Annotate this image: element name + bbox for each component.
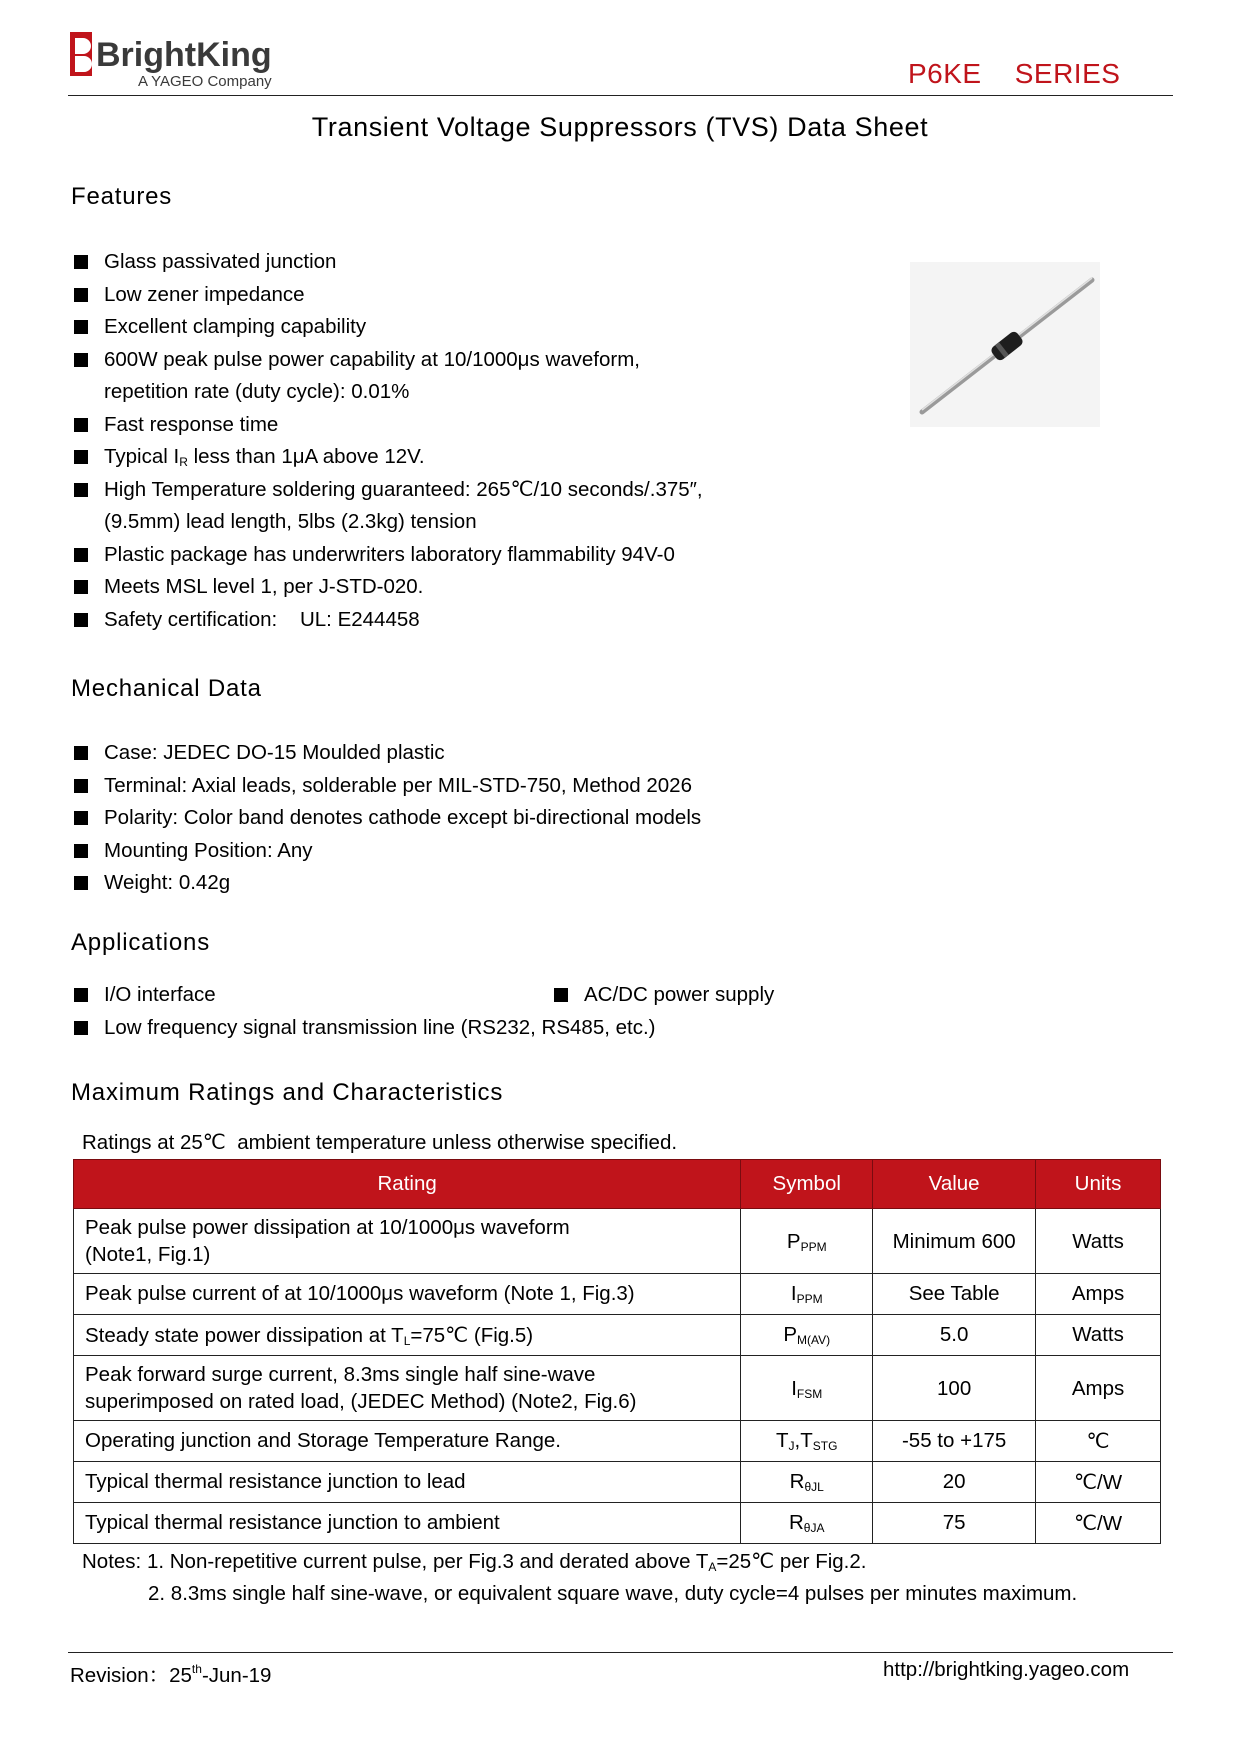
symbol-cell: $I_{FSM}$ [741,1356,873,1421]
rating-cell: Steady state power dissipation at $T_L=75℃$ (Fig.5) [74,1315,741,1356]
symbol-cell: $R_{\theta JA}$ [741,1503,873,1544]
symbol-cell: $T_J,T_{STG}$ [741,1421,873,1462]
units-cell: Watts [1036,1315,1161,1356]
list-item: Polarity: Color band denotes cathode except bi-directional models [74,802,701,835]
bullet-square-icon [74,580,88,594]
features-heading: Features [71,183,173,210]
value-cell: Minimum 600 [873,1209,1036,1274]
brand-tagline: A YAGEO Company [138,73,272,90]
list-item: Mounting Position: Any [74,835,701,868]
note-2: 2. 8.3ms single half sine-wave, or equivalent square wave, duty cycle=4 pulses per minutes maximum. [148,1582,1078,1605]
footer-divider [68,1652,1173,1653]
brightking-logo [70,30,310,92]
revision-date: Revision：25th-Jun-19 [70,1662,272,1687]
bullet-square-icon [554,988,568,1002]
rating-cell: Peak pulse power dissipation at 10/1000μs waveform (Note1, Fig.1) [74,1209,741,1274]
brand-name: BrightKing [96,36,272,74]
bullet-square-icon [74,844,88,858]
list-item-continuation: repetition rate (duty cycle): 0.01% [104,380,410,403]
bullet-square-icon [74,548,88,562]
list-item: Case: JEDEC DO-15 Moulded plastic [74,737,701,770]
bullet-square-icon [74,288,88,302]
list-item: Safety certification: UL: E244458 [74,604,703,637]
list-item: Fast response time [74,409,703,442]
series-label: P6KE SERIES [908,58,1121,89]
table-row [74,1421,1161,1462]
bullet-square-icon [74,418,88,432]
list-item: Plastic package has underwriters laboratory flammability 94V-0 [74,539,703,572]
value-cell: -55 to +175 [873,1421,1036,1462]
units-cell: Amps [1036,1274,1161,1315]
units-cell: Watts [1036,1209,1161,1274]
column-header: Value [873,1160,1036,1209]
value-cell: 5.0 [873,1315,1036,1356]
list-item: Glass passivated junction [74,246,703,279]
table-header-row [74,1160,1161,1209]
rating-cell: Typical thermal resistance junction to ambient [74,1503,741,1544]
document-title: Transient Voltage Suppressors (TVS) Data Sheet [311,112,929,142]
list-item: Typical $I_R$ less than 1μA above 12V. [74,441,703,474]
bullet-square-icon [74,1021,88,1035]
list-item: Weight: 0.42g [74,867,701,900]
table-notes [82,1546,1077,1610]
value-cell: 100 [873,1356,1036,1421]
list-item: 600W peak pulse power capability at 10/1000μs waveform, [74,344,703,377]
table-row [74,1209,1161,1274]
rating-cell: Operating junction and Storage Temperature Range. [74,1421,741,1462]
units-cell: ℃ [1036,1421,1161,1462]
column-header: Rating [74,1160,741,1209]
list-item: I/O interface [74,979,656,1012]
applications-heading: Applications [71,929,211,956]
units-cell: Amps [1036,1356,1161,1421]
symbol-cell: $R_{\theta JL}$ [741,1462,873,1503]
units-cell: ℃/W [1036,1503,1161,1544]
bullet-square-icon [74,811,88,825]
value-cell: 20 [873,1462,1036,1503]
bullet-square-icon [74,255,88,269]
list-item: AC/DC power supply [554,979,774,1012]
bullet-square-icon [74,988,88,1002]
units-cell: ℃/W [1036,1462,1161,1503]
list-item: Excellent clamping capability [74,311,703,344]
list-item: Low frequency signal transmission line (RS232, RS485, etc.) [74,1012,656,1045]
bullet-square-icon [74,320,88,334]
column-header: Symbol [741,1160,873,1209]
ratings-heading: Maximum Ratings and Characteristics [71,1079,504,1106]
value-cell: 75 [873,1503,1036,1544]
bullet-square-icon [74,613,88,627]
features-list [74,246,703,636]
table-row [74,1503,1161,1544]
bullet-square-icon [74,353,88,367]
list-item: Terminal: Axial leads, solderable per MIL-STD-750, Method 2026 [74,770,701,803]
table-row [74,1356,1161,1421]
rating-cell: Typical thermal resistance junction to lead [74,1462,741,1503]
diode-product-image [910,262,1100,427]
mechanical-list [74,737,701,900]
bullet-square-icon [74,779,88,793]
footer-url-link[interactable]: http://brightking.yageo.com [883,1658,1130,1681]
rating-cell: Peak forward surge current, 8.3ms single half sine-wave superimposed on rated load, (JEDEC Method) (Note2, Fig.6) [74,1356,741,1421]
bullet-square-icon [74,450,88,464]
bullet-square-icon [74,483,88,497]
bullet-square-icon [74,876,88,890]
table-row [74,1274,1161,1315]
ratings-note: Ratings at 25℃ ambient temperature unless otherwise specified. [82,1131,678,1154]
list-item: Meets MSL level 1, per J-STD-020. [74,571,703,604]
mechanical-heading: Mechanical Data [71,675,262,702]
note-1: Notes: 1. Non-repetitive current pulse, per Fig.3 and derated above $T_A=25℃$ per Fig.2. [82,1550,867,1574]
rating-cell: Peak pulse current of at 10/1000μs waveform (Note 1, Fig.3) [74,1274,741,1315]
symbol-cell: $P_{M(AV)}$ [741,1315,873,1356]
table-row [74,1315,1161,1356]
list-item: High Temperature soldering guaranteed: 265℃/10 seconds/.375″, [74,474,703,507]
value-cell: See Table [873,1274,1036,1315]
table-row [74,1462,1161,1503]
symbol-cell: $I_{PPM}$ [741,1274,873,1315]
symbol-cell: $P_{PPM}$ [741,1209,873,1274]
header-divider [68,95,1173,96]
list-item: Low zener impedance [74,279,703,312]
bullet-square-icon [74,746,88,760]
list-item-continuation: (9.5mm) lead length, 5lbs (2.3kg) tension [104,510,477,533]
column-header: Units [1036,1160,1161,1209]
ratings-table [73,1159,1161,1544]
